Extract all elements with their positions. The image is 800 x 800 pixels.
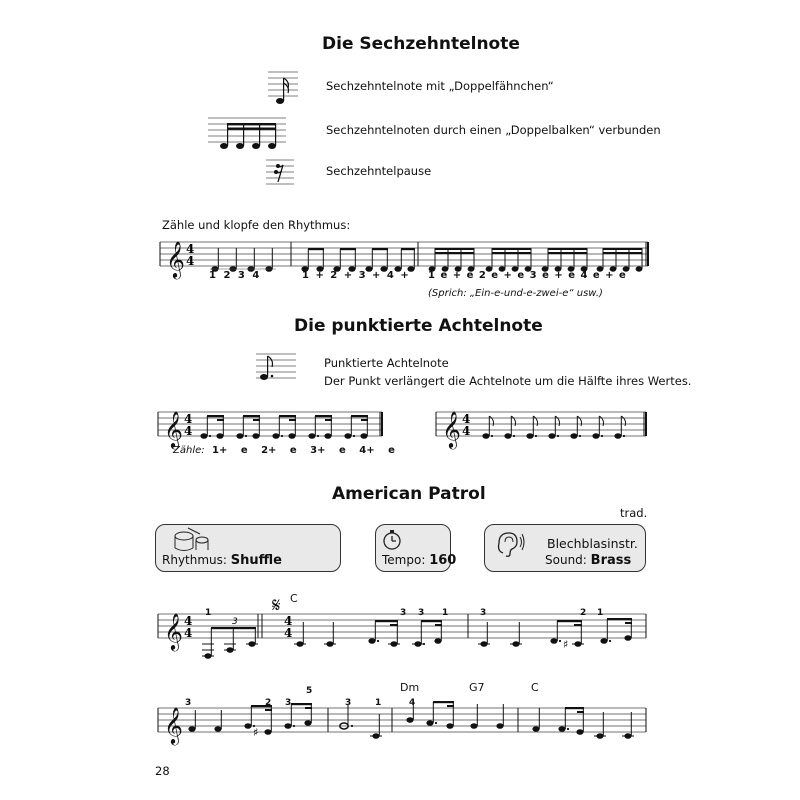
svg-text:𝄞: 𝄞: [164, 410, 183, 448]
svg-text:4: 4: [284, 614, 293, 628]
sixteenth-rest-icon: [266, 158, 294, 186]
sixteenth-beamed-notes-icon: [208, 116, 286, 150]
chord-symbol: C: [531, 681, 539, 694]
count-dotted: 1+ e 2+ e 3+ e 4+ e: [212, 445, 395, 456]
dotted-eighth-note-icon: [256, 352, 296, 386]
fingering: 2: [580, 608, 587, 618]
svg-text:4: 4: [186, 254, 195, 268]
svg-text:𝄞: 𝄞: [166, 240, 185, 278]
song-title: American Patrol: [332, 484, 486, 504]
chord-symbol: G7: [469, 681, 485, 694]
sixteenth-item-1: Sechzehntelnote mit „Doppelfähnchen“: [326, 79, 554, 93]
fingering: 3: [400, 608, 407, 618]
sixteenth-item-3: Sechzehntelpause: [326, 164, 432, 178]
svg-text:4: 4: [184, 412, 193, 426]
stopwatch-icon: [382, 529, 402, 551]
svg-text:4: 4: [184, 424, 193, 438]
fingering: 3: [285, 698, 292, 708]
rhythm-value: Shuffle: [230, 553, 282, 568]
fingering: 1: [442, 608, 449, 618]
fingering: 3: [480, 608, 487, 618]
svg-text:𝄋: 𝄋: [272, 593, 281, 617]
fingering: 4: [409, 698, 416, 708]
fingering: 1: [597, 608, 604, 618]
section-title-dotted: Die punktierte Achtelnote: [294, 316, 543, 336]
drums-icon: [172, 528, 212, 554]
sixteenth-item-2: Sechzehntelnoten durch einen „Doppelbalken“ verbunden: [326, 123, 661, 137]
svg-text:4: 4: [186, 242, 195, 256]
rhythm-box: [155, 524, 341, 572]
svg-text:4: 4: [284, 626, 293, 640]
fingering: 3: [345, 698, 352, 708]
chord-symbol: Dm: [400, 681, 420, 694]
fingering: 1: [375, 698, 382, 708]
dotted-rhythm-staff-right: [436, 406, 648, 451]
fingering: 3: [418, 608, 425, 618]
sound-label: Sound:: [545, 553, 587, 567]
rhythm-instruction: Zähle und klopfe den Rhythmus:: [162, 218, 351, 232]
rhythm-label: Rhythmus:: [162, 553, 227, 567]
count-label: Zähle:: [173, 445, 205, 456]
count-quarters: 1 2 3 4: [209, 270, 260, 281]
svg-text:♯: ♯: [563, 638, 569, 651]
count-sixteenths: 1 e + e 2 e + e 3 e + e 4 e + e: [428, 270, 626, 281]
tempo-label: Tempo:: [382, 553, 426, 567]
fingering: 3: [185, 698, 192, 708]
count-eighths: 1 + 2 + 3 + 4 +: [302, 270, 409, 281]
svg-text:4: 4: [184, 626, 193, 640]
sixteenth-flag-note-icon: [268, 70, 298, 108]
svg-text:𝄞: 𝄞: [164, 706, 183, 744]
sound-instrument: Blechblasinstr.: [547, 536, 638, 551]
ear-icon: [493, 529, 525, 559]
fingering: 2: [265, 698, 272, 708]
melody-staff-line-2: [158, 692, 648, 767]
chord-symbol: C: [290, 592, 298, 605]
svg-text:4: 4: [462, 412, 471, 426]
tempo-value: 160: [429, 553, 457, 568]
sound-value: Brass: [590, 553, 632, 568]
svg-text:𝄞: 𝄞: [164, 612, 183, 650]
fingering: 1: [205, 608, 212, 618]
svg-text:♯: ♯: [253, 726, 259, 739]
tempo-box: [375, 524, 457, 572]
svg-text:𝄞: 𝄞: [442, 410, 461, 448]
svg-text:4: 4: [462, 424, 471, 438]
section-title-sixteenth: Die Sechzehntelnote: [322, 34, 520, 54]
fingering: 5: [306, 686, 313, 696]
speak-hint: (Sprich: „Ein-e-und-e-zwei-e“ usw.): [428, 288, 603, 299]
dotted-line-2: Der Punkt verlängert die Achtelnote um die Hälfte ihres Wertes.: [324, 374, 692, 388]
svg-text:3: 3: [232, 617, 238, 627]
svg-text:4: 4: [184, 614, 193, 628]
dotted-line-1: Punktierte Achtelnote: [324, 356, 449, 370]
sound-box: [484, 524, 646, 572]
song-credit: trad.: [620, 506, 648, 520]
page-number: 28: [155, 764, 170, 778]
